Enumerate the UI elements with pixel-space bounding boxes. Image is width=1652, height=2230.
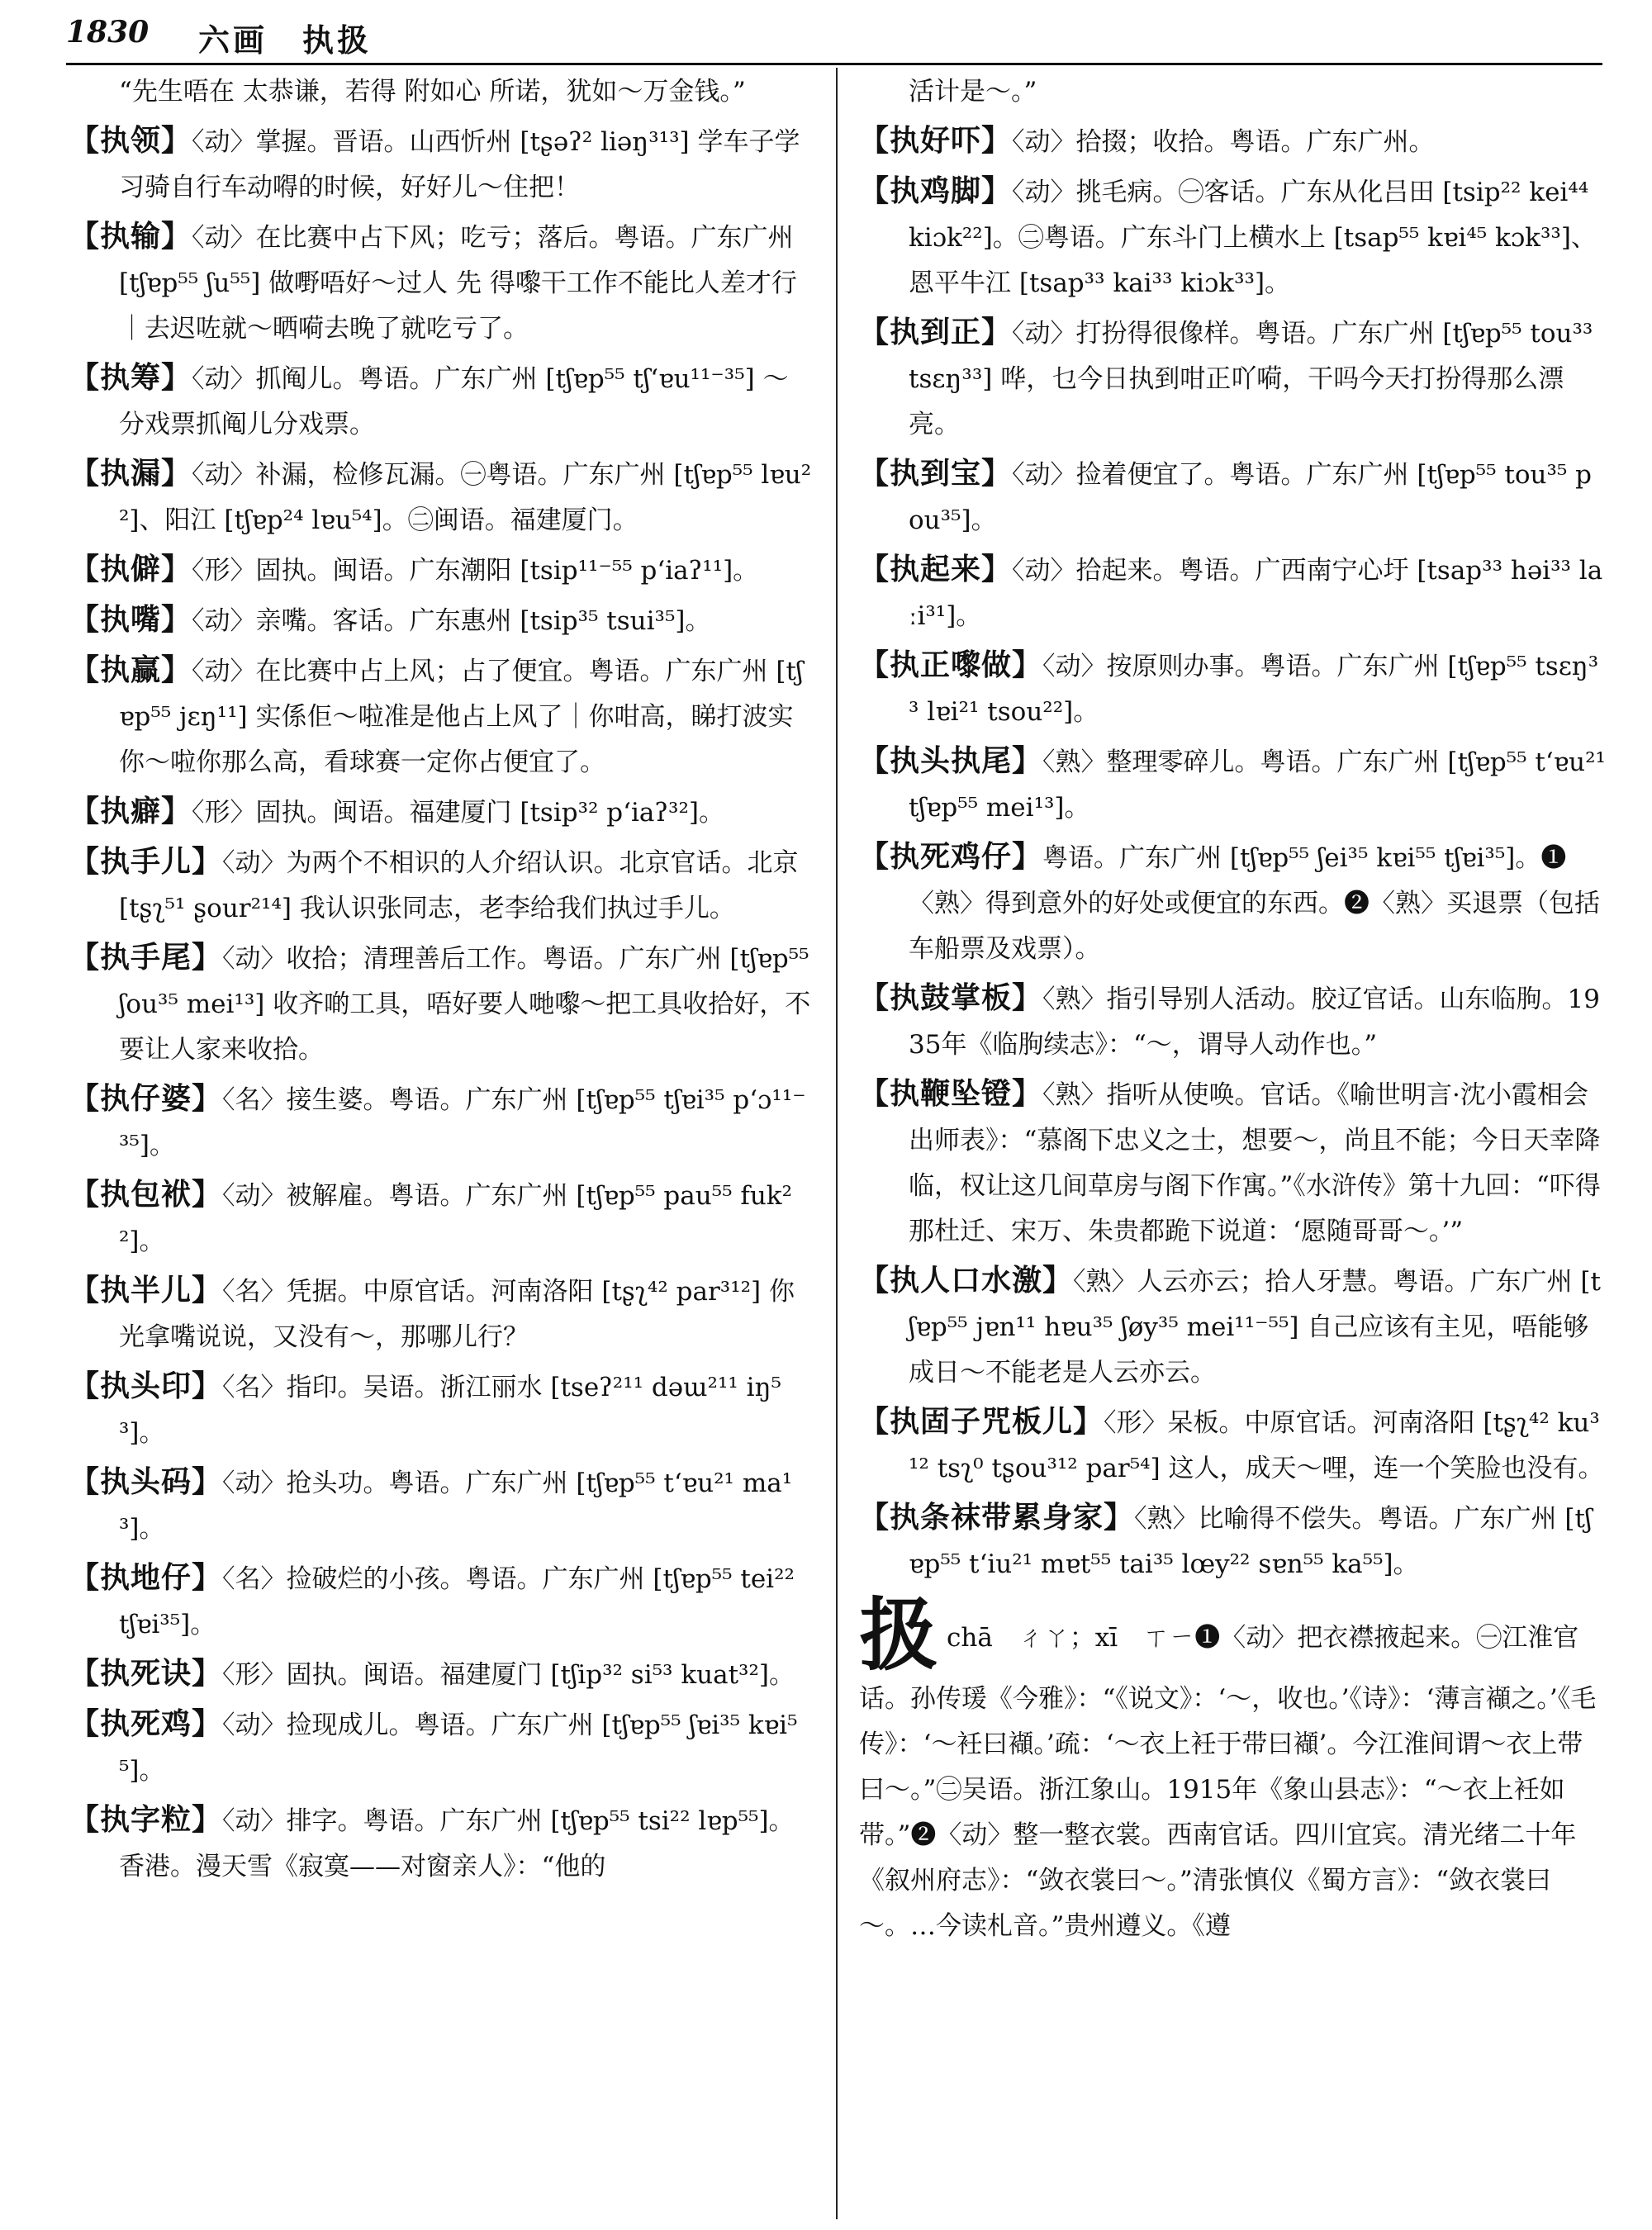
dictionary-entry — [69, 1701, 813, 1794]
entry-definition: 〈动〉在比赛中占上风；占了便宜。粤语。广东广州 [tʃɐp⁵⁵ jɛŋ¹¹] 实係佢～啦准是他占上风了｜你咁高，睇打波实你～啦你那么高，看球赛一定你占便宜了。 — [119, 657, 804, 777]
left-column — [69, 69, 813, 1893]
dictionary-entry — [69, 1555, 813, 1648]
page-number: 1830 — [66, 15, 150, 50]
entry-definition: 〈动〉捡着便宜了。粤语。广东广州 [tʃɐp⁵⁵ tou³⁵ pou³⁵]。 — [909, 460, 1593, 535]
entry-definition: 〈动〉打扮得很像样。粤语。广东广州 [tʃɐp⁵⁵ tou³³ tsɛŋ³³] 哗，乜今日执到咁正吖嗬，干吗今天打扮得那么漂亮。 — [909, 319, 1593, 439]
entry-definition: 〈形〉呆板。中原官话。河南洛阳 [tʂʅ⁴² ku³¹² tsʅ⁰ tʂou³¹² par⁵⁴] 这人，成天～哩，连一个笑脸也没有。 — [909, 1408, 1604, 1483]
entry-headword: 【执鞭坠镫】 — [859, 1076, 1043, 1111]
entry-headword: 【执条袜带累身家】 — [859, 1500, 1135, 1535]
dictionary-entry — [859, 118, 1607, 165]
entry-definition: 〈动〉收拾；清理善后工作。粤语。广东广州 [tʃɐp⁵⁵ ʃou³⁵ mei¹³] 收齐啲工具，唔好要人哋嚟～把工具收拾好，不要让人家来收拾。 — [119, 944, 811, 1065]
dictionary-entry — [69, 648, 813, 785]
entry-headword: 【执到正】 — [859, 315, 1013, 349]
entry-headword: 【执人口水激】 — [859, 1263, 1074, 1298]
dictionary-entry — [69, 789, 813, 836]
entry-definition: 〈名〉捡破烂的小孩。粤语。广东广州 [tʃɐp⁵⁵ tei²² tʃɐi³⁵]。 — [119, 1564, 795, 1639]
dictionary-entry — [859, 975, 1607, 1068]
entry-definition: 〈形〉固执。闽语。福建厦门 [tʃip³² si⁵³ kuat³²]。 — [222, 1660, 795, 1690]
dictionary-entry — [859, 738, 1607, 831]
dictionary-entry — [859, 1071, 1607, 1255]
entry-definition: 〈名〉指印。吴语。浙江丽水 [tseʔ²¹¹ dəɯ²¹¹ iŋ⁵³]。 — [119, 1373, 781, 1448]
entry-definition: 〈熟〉比喻得不偿失。粤语。广东广州 [tʃɐp⁵⁵ tʻiu²¹ mɐt⁵⁵ tai³⁵ lœy²² sɐn⁵⁵ ka⁵⁵]。 — [909, 1504, 1593, 1579]
entry-definition: 〈动〉为两个不相识的人介绍认识。北京官话。北京 [tʂʅ⁵¹ ʂour²¹⁴] 我认识张同志，老李给我们执过手儿。 — [119, 848, 799, 923]
entry-headword: 【执起来】 — [859, 552, 1013, 586]
entry-headword: 【执死诀】 — [69, 1656, 223, 1691]
dictionary-entry — [69, 355, 813, 448]
dictionary-entry — [859, 1495, 1607, 1587]
entry-definition: 粤语。广东广州 [tʃɐp⁵⁵ ʃei³⁵ kɐi⁵⁵ tʃɐi³⁵]。❶〈熟〉得到意外的好处或便宜的东西。❷〈熟〉买退票（包括车船票及戏票）。 — [909, 843, 1600, 964]
entry-headword: 【执头码】 — [69, 1464, 223, 1499]
dictionary-entry — [69, 935, 813, 1073]
entry-headword: 【执正嚟做】 — [859, 648, 1043, 682]
entry-headword: 【执鼓掌板】 — [859, 980, 1043, 1015]
running-head: 六画 执扱 — [198, 21, 373, 59]
entry-definition: 〈动〉排字。粤语。广东广州 [tʃɐp⁵⁵ tsi²² lɐp⁵⁵]。香港。漫天雪《寂寞——对窗亲人》：“他的 — [119, 1806, 795, 1881]
entry-definition: 〈熟〉指引导别人活动。胶辽官话。山东临朐。1935年《临朐续志》：“～，谓导人动作也。” — [909, 985, 1600, 1060]
entry-definition: 〈形〉固执。闽语。福建厦门 [tsip³² pʻiaʔ³²]。 — [192, 798, 724, 828]
entry-headword: 【执嘴】 — [69, 602, 192, 637]
dictionary-entry — [859, 451, 1607, 543]
entry-headword: 【执死鸡】 — [69, 1706, 223, 1741]
entry-headword: 【执筹】 — [69, 360, 192, 395]
entry-definition: 〈熟〉指听从使唤。官话。《喻世明言·沈小霞相会出师表》：“慕阁下忠义之士，想要～，尚且不能；今日天幸降临，权让这几间草房与阁下作寓。”《水浒传》第十九回：“吓得那杜迁、宋万、朱贵都跪下说道：‘愿随哥哥～。’” — [909, 1080, 1601, 1246]
dictionary-entry — [859, 168, 1607, 306]
entry-definition: 〈动〉被解雇。粤语。广东广州 [tʃɐp⁵⁵ pau⁵⁵ fuk²²]。 — [119, 1181, 793, 1256]
entry-headword: 【执字粒】 — [69, 1802, 223, 1837]
entry-definition: 〈熟〉人云亦云；拾人牙慧。粤语。广东广州 [tʃɐp⁵⁵ jɐn¹¹ hɐu³⁵ ʃøy³⁵ mei¹¹⁻⁵⁵] 自己应该有主见，唔能够成日～不能老是人云亦云。 — [909, 1267, 1601, 1388]
dictionary-entry — [69, 1364, 813, 1456]
dictionary-entry — [69, 1268, 813, 1360]
entry-headword: 【执到宝】 — [859, 456, 1013, 491]
entry-headword: 【执半儿】 — [69, 1273, 223, 1307]
dictionary-entry — [69, 1172, 813, 1264]
entry-headword: 【执固子咒板儿】 — [859, 1404, 1104, 1439]
entry-headword: 【执漏】 — [69, 456, 192, 491]
entry-headword: 【执手儿】 — [69, 844, 223, 879]
page-header — [66, 15, 1602, 63]
entry-definition: 〈动〉抢头功。粤语。广东广州 [tʃɐp⁵⁵ tʻɐu²¹ ma¹³]。 — [119, 1468, 793, 1544]
column-divider — [836, 68, 838, 2219]
entry-headword: 【执包袱】 — [69, 1177, 223, 1212]
dictionary-entry — [69, 597, 813, 644]
entry-headword: 【执僻】 — [69, 552, 192, 586]
entry-headword: 【执癖】 — [69, 794, 192, 828]
dictionary-entry — [859, 310, 1607, 448]
dictionary-entry — [859, 1399, 1607, 1492]
main-character-reading: chā ㄔㄚ；xī ㄒㄧ — [947, 1623, 1195, 1653]
continuation-text: 活计是～。” — [909, 77, 1037, 107]
dictionary-entry — [69, 451, 813, 543]
entry-definition: 〈名〉凭据。中原官话。河南洛阳 [tʂʅ⁴² par³¹²] 你光拿嘴说说，又没有～，那哪儿行？ — [119, 1277, 795, 1352]
entry-definition: 〈熟〉整理零碎儿。粤语。广东广州 [tʃɐp⁵⁵ tʻɐu²¹ tʃɐp⁵⁵ mei¹³]。 — [909, 747, 1606, 823]
entry-definition: 〈动〉拾掇；收拾。粤语。广东广州。 — [1012, 127, 1435, 157]
dictionary-entry — [69, 1797, 813, 1890]
entry-definition: 〈名〉接生婆。粤语。广东广州 [tʃɐp⁵⁵ tʃɐi³⁵ pʻɔ¹¹⁻³⁵]。 — [119, 1085, 806, 1160]
dictionary-entry — [69, 547, 813, 594]
entry-headword: 【执头印】 — [69, 1369, 223, 1403]
main-character: 扱 — [859, 1588, 938, 1682]
main-character-definition: ❶〈动〉把衣襟掖起来。㊀江淮官话。孙传瑗《今雅》：“《说文》：‘～，收也。’《诗》：‘薄言襭之。’《毛传》：‘～衽曰襭。’疏：‘～衣上衽于带曰襭’。今江淮间谓～衣上带曰～。”㊁吴语。浙江象山。1915年《象山县志》：“～衣上衽如带。”❷〈动〉整一整衣裳。西南官话。四川宜宾。清光绪二十年《叙州府志》：“敛衣裳曰～。”清张慎仪《蜀方言》：“敛衣裳曰～。…今读札音。”贵州遵义。《遵 — [859, 1623, 1597, 1941]
entry-definition: 〈动〉挑毛病。㊀客话。广东从化吕田 [tsip²² kei⁴⁴ kiɔk²²]。㊁粤语。广东斗门上横水上 [tsap⁵⁵ kɐi⁴⁵ kɔk³³]、恩平牛江 [tsap³³ kai³³ kiɔk³³]。 — [909, 178, 1597, 298]
dictionary-entry — [69, 118, 813, 211]
entry-definition: 〈动〉掌握。晋语。山西忻州 [tʂəʔ² liəŋ³¹³] 学车子学习骑自行车动嘚的时候，好好儿～住把！ — [119, 127, 800, 202]
dictionary-entry — [69, 1651, 813, 1698]
entry-headword: 【执头执尾】 — [859, 743, 1043, 778]
dictionary-entry — [69, 1076, 813, 1169]
entry-headword: 【执手尾】 — [69, 940, 223, 975]
header-rule — [66, 63, 1602, 65]
dictionary-entry — [69, 1459, 813, 1552]
dictionary-entry — [859, 1258, 1607, 1396]
entry-definition: 〈动〉亲嘴。客话。广东惠州 [tsip³⁵ tsui³⁵]。 — [192, 606, 711, 636]
entry-headword: 【执输】 — [69, 219, 192, 254]
entry-headword: 【执赢】 — [69, 652, 192, 687]
right-column — [859, 69, 1607, 1952]
entry-headword: 【执好吓】 — [859, 123, 1013, 158]
dictionary-entry — [69, 839, 813, 932]
entry-definition: 〈动〉在比赛中占下风；吃亏；落后。粤语。广东广州 [tʃɐp⁵⁵ ʃu⁵⁵] 做嘢唔好～过人 先 得嚟干工作不能比人差才行｜去迟咗就～晒嗬去晚了就吃亏了。 — [119, 223, 797, 344]
dictionary-entry — [69, 214, 813, 352]
dictionary-entry — [859, 547, 1607, 639]
continuation-text: “先生唔在 太恭谦，若得 附如心 所诺，犹如～万金钱。” — [119, 77, 746, 107]
entry-definition: 〈动〉抓阄儿。粤语。广东广州 [tʃɐp⁵⁵ tʃʻɐu¹¹⁻³⁵] ～分戏票抓阄儿分戏票。 — [119, 364, 789, 439]
dictionary-entry — [859, 643, 1607, 735]
main-character-entry — [859, 1588, 1607, 1949]
entry-headword: 【执地仔】 — [69, 1560, 223, 1595]
entry-definition: 〈形〉固执。闽语。广东潮阳 [tsip¹¹⁻⁵⁵ pʻiaʔ¹¹]。 — [192, 556, 759, 586]
entry-definition: 〈动〉拾起来。粤语。广西南宁心圩 [tsap³³ həi³³ laːi³¹]。 — [909, 556, 1603, 631]
entry-definition: 〈动〉补漏，检修瓦漏。㊀粤语。广东广州 [tʃɐp⁵⁵ lɐu²²]、阳江 [tʃɐp²⁴ lɐu⁵⁴]。㊁闽语。福建厦门。 — [119, 460, 812, 535]
entry-headword: 【执鸡脚】 — [859, 173, 1013, 208]
dictionary-entry — [859, 834, 1607, 972]
entry-headword: 【执死鸡仔】 — [859, 839, 1043, 874]
entry-headword: 【执领】 — [69, 123, 192, 158]
entry-headword: 【执仔婆】 — [69, 1081, 223, 1116]
entry-definition: 〈动〉捡现成儿。粤语。广东广州 [tʃɐp⁵⁵ ʃɐi³⁵ kɐi⁵⁵]。 — [119, 1710, 798, 1786]
entry-definition: 〈动〉按原则办事。粤语。广东广州 [tʃɐp⁵⁵ tsɛŋ³³ lɐi²¹ tsou²²]。 — [909, 652, 1599, 727]
